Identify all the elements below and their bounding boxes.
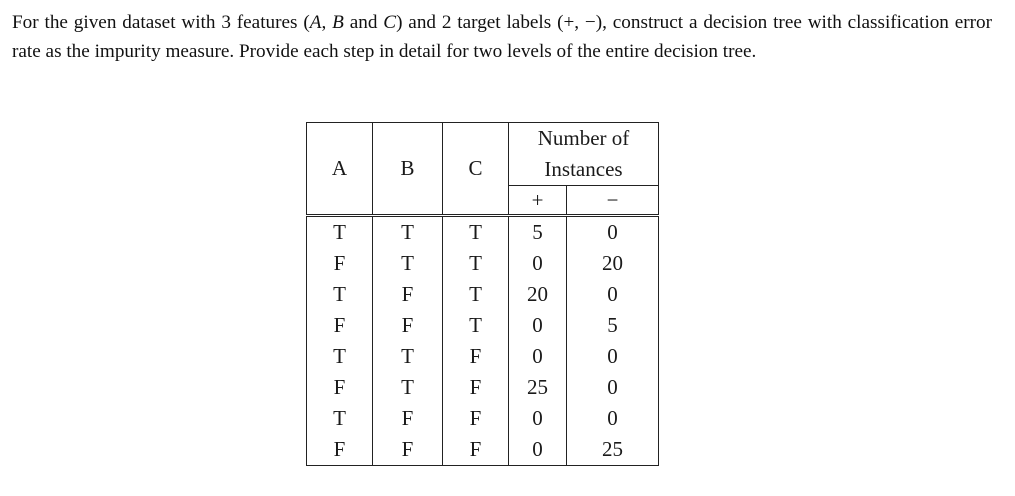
table-row xyxy=(307,310,659,341)
feature-b-name: B xyxy=(332,12,344,33)
cell-minus: 0 xyxy=(567,403,659,434)
table-row xyxy=(307,403,659,434)
dataset-table xyxy=(306,122,659,466)
table-row xyxy=(307,279,659,310)
table-row xyxy=(307,248,659,279)
table-row xyxy=(307,434,659,466)
table-row xyxy=(307,216,659,249)
header-instances-line2: Instances xyxy=(509,154,659,186)
cell-b: T xyxy=(373,372,443,403)
cell-c: F xyxy=(443,372,509,403)
cell-minus: 0 xyxy=(567,216,659,249)
cell-minus: 0 xyxy=(567,372,659,403)
header-c: C xyxy=(443,123,509,216)
cell-b: F xyxy=(373,403,443,434)
header-b: B xyxy=(373,123,443,216)
cell-a: T xyxy=(307,341,373,372)
cell-a: F xyxy=(307,372,373,403)
cell-c: F xyxy=(443,403,509,434)
cell-b: T xyxy=(373,248,443,279)
table-row xyxy=(307,341,659,372)
cell-c: T xyxy=(443,279,509,310)
cell-plus: 0 xyxy=(509,310,567,341)
cell-minus: 0 xyxy=(567,279,659,310)
cell-plus: 0 xyxy=(509,341,567,372)
cell-minus: 0 xyxy=(567,341,659,372)
cell-c: T xyxy=(443,310,509,341)
cell-plus: 5 xyxy=(509,216,567,249)
prompt-text-2: ) and 2 target labels (+, −), construct a decision tree with classification error rate as the impurity measure. Provide each step in detail for two levels of the entire decision tree. xyxy=(12,12,993,62)
header-plus: + xyxy=(509,186,567,216)
cell-plus: 20 xyxy=(509,279,567,310)
header-instances-line1: Number of xyxy=(509,123,659,155)
cell-a: F xyxy=(307,434,373,466)
cell-b: F xyxy=(373,434,443,466)
prompt-text-1: For the given dataset with 3 features ( xyxy=(12,12,310,33)
cell-a: T xyxy=(307,216,373,249)
cell-minus: 25 xyxy=(567,434,659,466)
prompt-sep-1: , xyxy=(321,12,333,33)
cell-c: T xyxy=(443,216,509,249)
cell-plus: 25 xyxy=(509,372,567,403)
cell-b: T xyxy=(373,341,443,372)
table-row xyxy=(307,372,659,403)
cell-a: F xyxy=(307,248,373,279)
cell-c: F xyxy=(443,341,509,372)
cell-a: T xyxy=(307,403,373,434)
cell-plus: 0 xyxy=(509,434,567,466)
cell-b: T xyxy=(373,216,443,249)
cell-c: T xyxy=(443,248,509,279)
feature-c-name: C xyxy=(383,12,397,33)
cell-a: T xyxy=(307,279,373,310)
prompt-sep-2: and xyxy=(343,12,384,33)
cell-c: F xyxy=(443,434,509,466)
cell-plus: 0 xyxy=(509,248,567,279)
cell-minus: 5 xyxy=(567,310,659,341)
cell-b: F xyxy=(373,279,443,310)
cell-minus: 20 xyxy=(567,248,659,279)
question-prompt xyxy=(12,9,992,66)
header-minus: − xyxy=(567,186,659,216)
cell-plus: 0 xyxy=(509,403,567,434)
header-a: A xyxy=(307,123,373,216)
feature-a-name: A xyxy=(309,12,322,33)
cell-a: F xyxy=(307,310,373,341)
cell-b: F xyxy=(373,310,443,341)
